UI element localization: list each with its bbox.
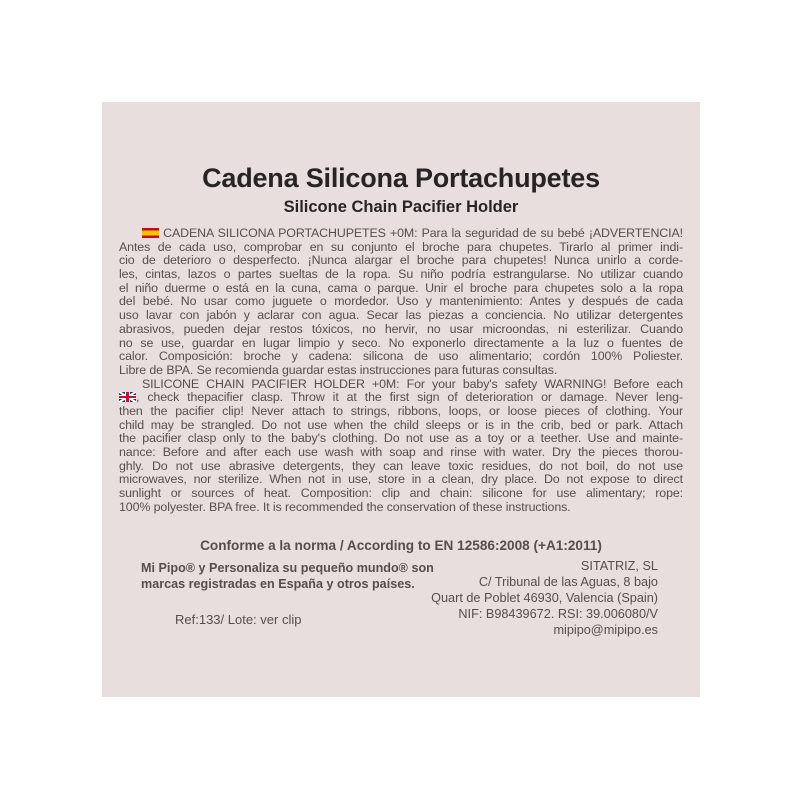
- text-line: mipipo@mipipo.es: [553, 622, 658, 637]
- text-line: microwaves, nor sterilize. When not in use, store in a clean, dry place. Do not expose to direct: [119, 472, 683, 487]
- text-line: 100% polyester. BPA free. It is recommended the conservation of these instructions.: [119, 499, 571, 514]
- text-line: the pacifier clasp only to the baby's clothing. Do not use as a toy or a teether. Use and mainte-: [119, 431, 683, 446]
- product-title: Cadena Silicona Portachupetes: [202, 163, 600, 193]
- text-line: del bebé. No usar como juguete o mordedor. Uso y mantenimiento: Antes y después de cada: [119, 294, 683, 309]
- company-address: [431, 559, 658, 639]
- norm-compliance-line: Conforme a la norma / According to EN 12586:2008 (+A1:2011): [200, 538, 602, 553]
- text-line: Quart de Poblet 46930, Valencia (Spain): [431, 590, 658, 605]
- text-line: sunlight or sources of heat. Composition: clip and chain: silicone for use alimentary; rope:: [119, 486, 683, 501]
- text-line: les, cintas, lazos o partes sueltas de la ropa. Su niño podría estrangularse. No utilizar cuando: [119, 267, 683, 282]
- text-line: SILICONE CHAIN PACIFIER HOLDER +0M: For your baby's safety WARNING! Before each: [119, 378, 683, 392]
- text-line: cio de deterioro o desperfecto. ¡Nunca alargar el broche para chupetes! Nunca unirlo a corde-: [119, 253, 683, 268]
- product-label-panel: [102, 102, 700, 697]
- text-line: Mi Pipo® y Personaliza su pequeño mundo® son: [141, 561, 434, 575]
- indent-spacer: [119, 236, 142, 237]
- indent-spacer: [119, 387, 142, 388]
- text-line: C/ Tribunal de las Aguas, 8 bajo: [478, 574, 658, 589]
- ref-lot-line: Ref:133/ Lote: ver clip: [175, 612, 302, 627]
- text-line: Libre de BPA. Se recomienda guardar estas instrucciones para futuras consultas.: [119, 362, 558, 377]
- text-line: marcas registradas en España y otros países.: [141, 576, 415, 591]
- english-instructions: [119, 378, 683, 515]
- text-line: CADENA SILICONA PORTACHUPETES +0M: Para la seguridad de su bebé ¡ADVERTENCIA!: [119, 227, 683, 241]
- text-line: SITATRIZ, SL: [580, 559, 658, 573]
- text-line: nance: Before and after each use wash with soap and rinse with water. Dry the pieces thorou-: [119, 445, 683, 459]
- uk-flag-icon: [119, 392, 136, 402]
- text-line: , check thepacifier clasp. Throw it at the first sign of deterioration or damage. Never leng-: [119, 391, 683, 405]
- text-line: Antes de cada uso, comprobar en su conjunto el broche para chupetes. Tirarlo al primer indi-: [119, 239, 683, 254]
- text-line: ghly. Do not use abrasive detergents, they can leave toxic residues, do not boil, do not use: [119, 458, 683, 473]
- text-line: el niño duerme o está en la cuna, cama o parque. Unir el broche para chupetes solo a la ropa: [119, 280, 683, 295]
- text-line: no se use, guardar en lugar limpio y seco. No exponerlo directamente a la luz o fuentes de: [119, 335, 683, 350]
- instructions-text: [119, 227, 683, 514]
- text-line: uso lavar con jabón y aclarar con agua. Secar las piezas a conciencia. No utilizar detergentes: [119, 308, 683, 323]
- text-line: NIF: B98439672. RSI: 39.006080/V: [458, 606, 658, 621]
- trademark-notice: [141, 561, 434, 592]
- text-line: then the pacifier clip! Never attach to strings, ribbons, loops, or loose pieces of clothing. Your: [119, 403, 683, 418]
- text-line: child may be strangled. Do not use when the child sleeps or is in the crib, bed or park. Attach: [119, 417, 683, 432]
- spain-flag-icon: [142, 228, 159, 238]
- text-line: calor. Composición: broche y cadena: silicona de uso alimentario; cordón 100% Poliester.: [119, 349, 683, 364]
- spanish-instructions: [119, 227, 683, 378]
- product-subtitle: Silicone Chain Pacifier Holder: [283, 198, 519, 216]
- text-line: abrasivos, pueden dejar restos tóxicos, no hervir, no usar microondas, ni esterilizar. Cuando: [119, 321, 683, 336]
